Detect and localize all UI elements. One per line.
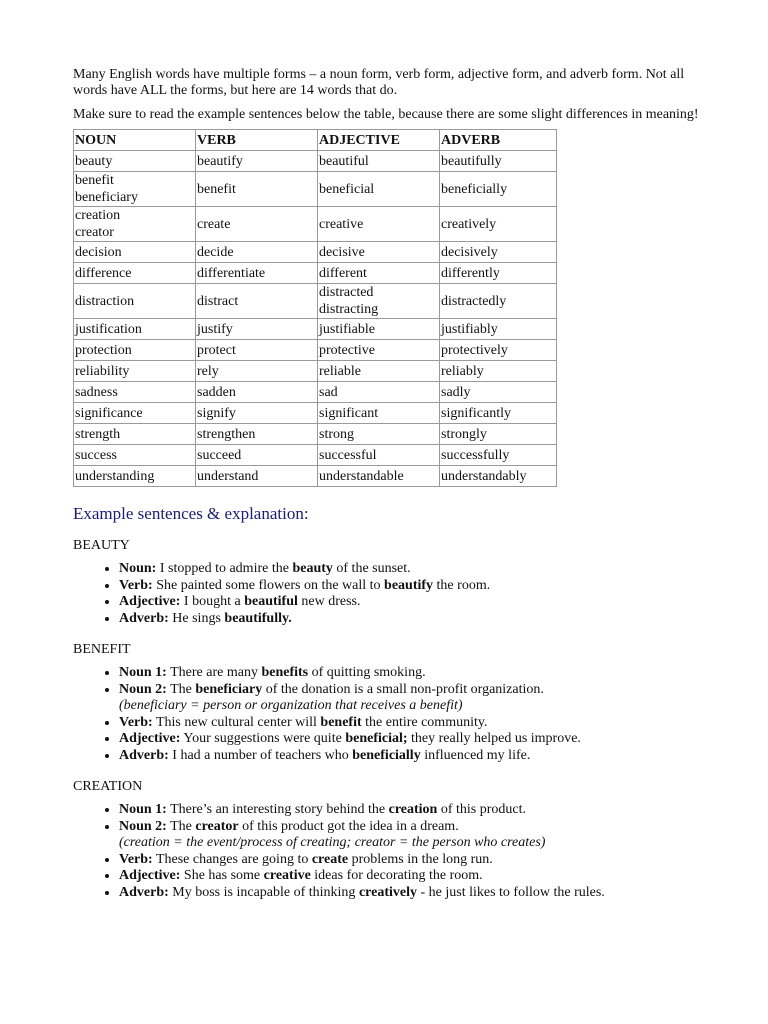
table-cell-adjective [318,403,440,424]
example-item [119,594,703,611]
column-header-adverb: ADVERB [440,130,557,151]
example-text: The [166,681,196,697]
table-cell-noun [74,424,196,445]
cell-word: justification [75,321,142,337]
table-cell-adverb [440,424,557,445]
example-label: Noun: [119,561,157,576]
example-label: Noun 1: [119,665,167,680]
table-row [74,361,557,382]
word-forms-table [73,129,557,487]
example-text: This new cultural center will [152,714,321,730]
example-item [119,731,703,748]
examples-heading: Example sentences & explanation: [73,504,309,523]
table-cell-adjective [318,263,440,284]
example-text: ideas for decorating the room. [310,868,483,883]
cell-word: distractedly [441,293,507,309]
example-label: Adverb: [119,610,169,626]
example-text: He sings [168,610,225,626]
example-keyword: beautiful [244,594,298,609]
example-text: the room. [433,577,491,593]
cell-word: differently [441,265,500,281]
table-row [74,319,557,340]
cell-word: create [197,216,231,232]
table-cell-noun [74,319,196,340]
table-cell-noun [74,382,196,403]
example-item [119,885,703,902]
cell-word: sadness [75,384,118,400]
example-keyword: beautifully. [224,610,292,626]
example-item [119,665,703,682]
cell-word: beneficiary [75,190,138,205]
example-group [73,778,703,901]
example-text: of the sunset. [332,561,411,576]
example-keyword: beauty [292,561,333,576]
cell-word: benefit [197,181,236,197]
table-cell-adverb [440,361,557,382]
example-keyword: beautify [384,577,434,593]
example-text: of this product. [437,802,526,817]
example-text: She has some [180,868,264,883]
table-cell-verb [196,319,318,340]
example-text: I stopped to admire the [156,561,293,576]
cell-word: understand [197,468,259,484]
example-text: of quitting smoking. [308,665,426,680]
example-item [119,682,703,715]
table-cell-noun [74,242,196,263]
table-cell-noun [74,284,196,319]
example-text: The [166,818,196,834]
table-cell-adverb [440,445,557,466]
table-row [74,172,557,207]
example-text: - he just likes to follow the rules. [416,884,605,900]
table-cell-adverb [440,284,557,319]
cell-word: justify [197,321,233,337]
group-title: BEAUTY [73,538,130,553]
cell-word: sad [319,384,338,400]
table-header-row [74,130,557,151]
table-cell-verb [196,382,318,403]
cell-word: justifiable [319,321,375,337]
table-row [74,424,557,445]
group-title: CREATION [73,779,143,794]
example-text: the entire community. [361,714,488,730]
table-cell-noun [74,172,196,207]
table-cell-adverb [440,242,557,263]
example-text: She painted some flowers on the wall to [152,577,385,593]
example-keyword: creator [195,818,239,834]
cell-word: protect [197,342,236,358]
cell-word: beautiful [319,153,369,169]
table-cell-adjective [318,361,440,382]
cell-word: distracted [319,285,374,300]
cell-word: significantly [441,405,511,421]
cell-word: beautify [197,153,243,169]
example-label: Adjective: [119,868,181,883]
table-cell-adverb [440,340,557,361]
example-label: Noun 2: [119,818,167,834]
example-keyword: creative [263,868,311,883]
table-cell-adjective [318,207,440,242]
table-cell-verb [196,445,318,466]
table-row [74,445,557,466]
example-item [119,561,703,578]
example-item [119,852,703,869]
cell-word: successful [319,447,377,463]
table-row [74,151,557,172]
example-text: they really helped us improve. [407,731,581,746]
example-text: of this product got the idea in a dream. [238,818,459,834]
cell-word: distract [197,293,239,309]
example-label: Verb: [119,577,153,593]
example-item [119,578,703,595]
table-cell-adjective [318,284,440,319]
example-text: There are many [166,665,262,680]
cell-word: protection [75,342,132,358]
cell-word: differentiate [197,265,266,281]
cell-word: reliable [319,363,361,379]
table-cell-adverb [440,172,557,207]
table-cell-adjective [318,466,440,487]
cell-word: strength [75,426,121,442]
table-cell-adjective [318,382,440,403]
example-group [73,641,703,764]
cell-word: decisive [319,244,365,260]
table-cell-adverb [440,382,557,403]
example-note: (creation = the event/process of creating; creator = the person who creates) [119,835,546,850]
column-header-verb: VERB [196,130,318,151]
cell-word: sadden [197,384,236,400]
example-item [119,715,703,732]
document-page [73,67,703,901]
cell-word: creatively [441,216,497,232]
example-keyword: creatively [358,884,417,900]
table-row [74,242,557,263]
cell-word: beauty [75,153,113,169]
table-row [74,403,557,424]
example-keyword: beneficiary [195,681,263,697]
table-row [74,466,557,487]
table-cell-noun [74,403,196,424]
example-note: (beneficiary = person or organization that receives a benefit) [119,698,463,713]
cell-word: significant [319,405,379,421]
example-keyword: beneficially [352,747,421,763]
table-cell-verb [196,424,318,445]
example-item [119,802,703,819]
cell-word: decision [75,244,122,260]
cell-word: strong [319,426,354,442]
cell-word: creative [319,216,364,232]
example-item [119,868,703,885]
example-item [119,819,703,852]
table-cell-adjective [318,445,440,466]
table-cell-adjective [318,242,440,263]
cell-word: significance [75,405,143,421]
example-text: Your suggestions were quite [180,731,346,746]
cell-word: successfully [441,447,510,463]
table-cell-adverb [440,466,557,487]
table-cell-noun [74,340,196,361]
cell-word: distraction [75,293,135,309]
cell-word: reliability [75,363,130,379]
cell-word: reliably [441,363,484,379]
example-keyword: create [311,851,349,867]
group-title: BENEFIT [73,642,131,657]
cell-word: strengthen [197,426,256,442]
table-row [74,382,557,403]
cell-word: decisively [441,244,498,260]
table-row [74,284,557,319]
table-cell-verb [196,151,318,172]
table-cell-adverb [440,319,557,340]
table-cell-noun [74,466,196,487]
table-cell-adjective [318,151,440,172]
cell-word: protectively [441,342,508,358]
cell-word: rely [197,363,219,379]
cell-word: strongly [441,426,487,442]
cell-word: succeed [197,447,242,463]
cell-word: beneficially [441,181,508,197]
table-cell-verb [196,403,318,424]
table-cell-noun [74,263,196,284]
cell-word: understandably [441,468,527,484]
table-cell-verb [196,242,318,263]
cell-word: benefit [75,173,114,188]
table-body [74,151,557,487]
example-label: Adverb: [119,884,169,900]
example-keyword: beneficial; [345,731,408,746]
table-cell-adverb [440,403,557,424]
table-cell-verb [196,263,318,284]
table-cell-verb [196,207,318,242]
example-list [73,802,703,901]
table-cell-noun [74,151,196,172]
example-group [73,537,703,627]
cell-word: beautifully [441,153,502,169]
cell-word: beneficial [319,181,375,197]
example-item [119,748,703,765]
example-item [119,611,703,628]
table-cell-noun [74,207,196,242]
example-keyword: benefits [261,665,309,680]
cell-word: justifiably [441,321,498,337]
table-row [74,340,557,361]
table-cell-verb [196,172,318,207]
cell-word: understandable [319,468,404,484]
cell-word: understanding [75,468,155,484]
example-label: Noun 1: [119,802,167,817]
example-keyword: benefit [320,714,362,730]
example-keyword: creation [388,802,438,817]
table-cell-noun [74,445,196,466]
table-cell-adjective [318,172,440,207]
example-label: Adjective: [119,731,181,746]
example-text: influenced my life. [420,747,531,763]
table-row [74,207,557,242]
cell-word: distracting [319,302,379,317]
column-header-adjective: ADJECTIVE [318,130,440,151]
example-text: These changes are going to [152,851,312,867]
table-cell-adjective [318,340,440,361]
table-cell-verb [196,284,318,319]
table-cell-noun [74,361,196,382]
example-text: new dress. [297,594,361,609]
column-header-noun: NOUN [74,130,196,151]
cell-word: decide [197,244,234,260]
cell-word: success [75,447,117,463]
cell-word: creation [75,208,121,223]
cell-word: different [319,265,367,281]
example-text: There’s an interesting story behind the [166,802,389,817]
example-text: I bought a [180,594,245,609]
intro-paragraph-2: Make sure to read the example sentences below the table, because there are some slight differences in meaning! [73,107,699,122]
intro-paragraph-1: Many English words have multiple forms – a noun form, verb form, adjective form, and adverb form. Not all words have ALL the forms, but here are 14 words that do. [73,67,685,98]
table-cell-verb [196,361,318,382]
example-text: My boss is incapable of thinking [168,884,359,900]
cell-word: creator [75,225,114,240]
cell-word: signify [197,405,236,421]
example-groups [73,537,703,901]
example-label: Verb: [119,851,153,867]
table-row [74,263,557,284]
table-cell-adjective [318,319,440,340]
example-list [73,561,703,627]
table-cell-adjective [318,424,440,445]
example-list [73,665,703,764]
table-cell-verb [196,340,318,361]
table-cell-adverb [440,263,557,284]
cell-word: sadly [441,384,471,400]
table-cell-adverb [440,207,557,242]
example-text: problems in the long run. [348,851,493,867]
example-label: Verb: [119,714,153,730]
table-cell-adverb [440,151,557,172]
example-label: Noun 2: [119,681,167,697]
cell-word: difference [75,265,132,281]
example-label: Adverb: [119,747,169,763]
cell-word: protective [319,342,375,358]
example-text: of the donation is a small non-profit organization. [262,681,544,697]
example-label: Adjective: [119,594,181,609]
table-cell-verb [196,466,318,487]
example-text: I had a number of teachers who [168,747,353,763]
